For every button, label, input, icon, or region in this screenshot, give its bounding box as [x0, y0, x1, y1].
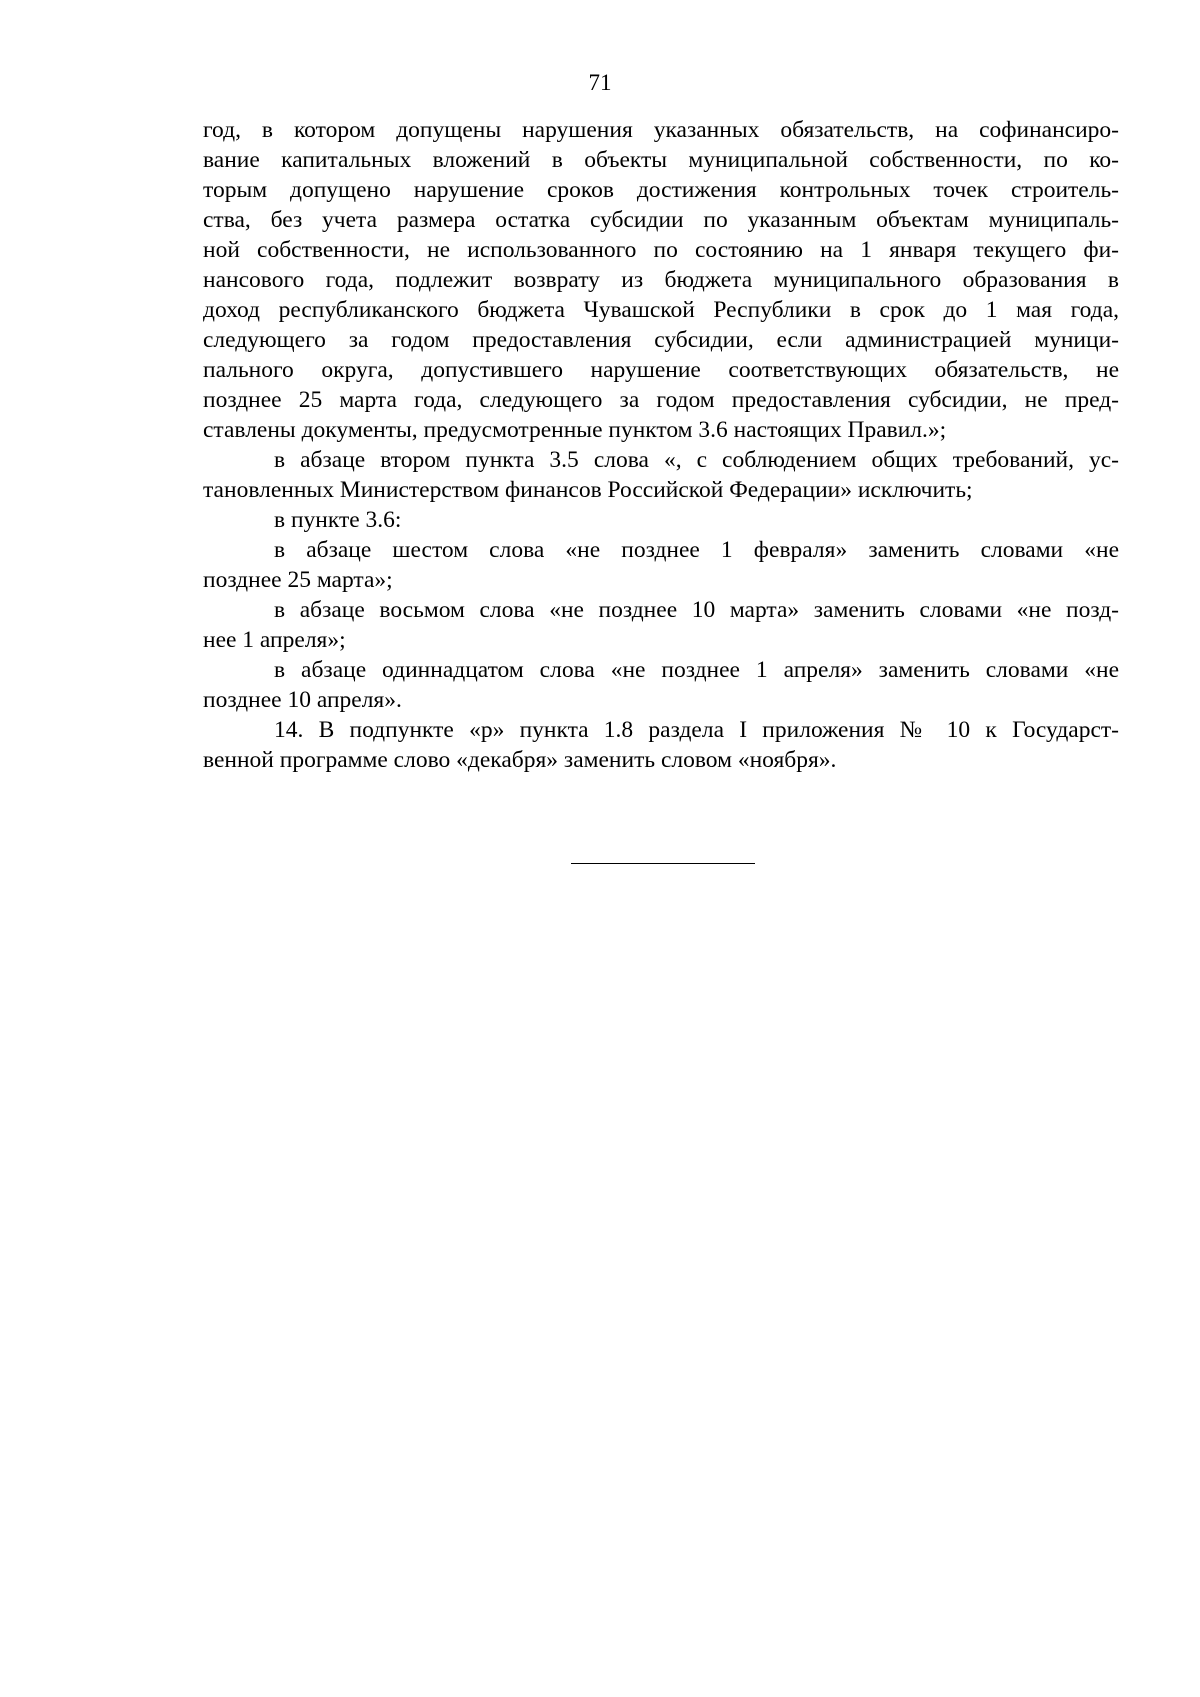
text-line: в абзаце одиннадцатом слова «не позднее 1 апреля» заменить словами «не: [274, 657, 1119, 683]
text-line: ной собственности, не использованного по состоянию на 1 января текущего фи-: [203, 237, 1119, 263]
text-line: в пункте 3.6:: [274, 507, 402, 533]
text-line: доход республиканского бюджета Чувашской Республики в срок до 1 мая года,: [203, 297, 1119, 323]
text-line: торым допущено нарушение сроков достижения контрольных точек строитель-: [203, 177, 1119, 203]
text-line: вание капитальных вложений в объекты муниципальной собственности, по ко-: [203, 147, 1119, 173]
text-line: позднее 25 марта года, следующего за годом предоставления субсидии, не пред-: [203, 387, 1119, 413]
end-of-document-rule: [571, 863, 755, 864]
text-line: в абзаце втором пункта 3.5 слова «, с соблюдением общих требований, ус-: [274, 447, 1119, 473]
text-line: нее 1 апреля»;: [203, 627, 346, 653]
text-line: ставлены документы, предусмотренные пунктом 3.6 настоящих Правил.»;: [203, 417, 947, 443]
text-line: пального округа, допустившего нарушение соответствующих обязательств, не: [203, 357, 1119, 383]
document-body: [203, 115, 1119, 775]
text-line: тановленных Министерством финансов Российской Федерации» исключить;: [203, 477, 973, 503]
text-line: год, в котором допущены нарушения указанных обязательств, на софинансиро-: [203, 117, 1119, 143]
text-line: позднее 25 марта»;: [203, 567, 393, 593]
text-line: следующего за годом предоставления субсидии, если администрацией муници-: [203, 327, 1119, 353]
text-line: венной программе слово «декабря» заменить словом «ноября».: [203, 747, 837, 773]
page-number: 71: [588, 70, 612, 95]
text-line: в абзаце шестом слова «не позднее 1 февраля» заменить словами «не: [274, 537, 1119, 563]
text-line: ства, без учета размера остатка субсидии по указанным объектам муниципаль-: [203, 207, 1119, 233]
text-line: позднее 10 апреля».: [203, 687, 402, 713]
text-line: 14. В подпункте «р» пункта 1.8 раздела I приложения № 10 к Государст-: [274, 717, 1119, 743]
text-line: в абзаце восьмом слова «не позднее 10 марта» заменить словами «не позд-: [274, 597, 1119, 623]
text-line: нансового года, подлежит возврату из бюджета муниципального образования в: [203, 267, 1119, 293]
